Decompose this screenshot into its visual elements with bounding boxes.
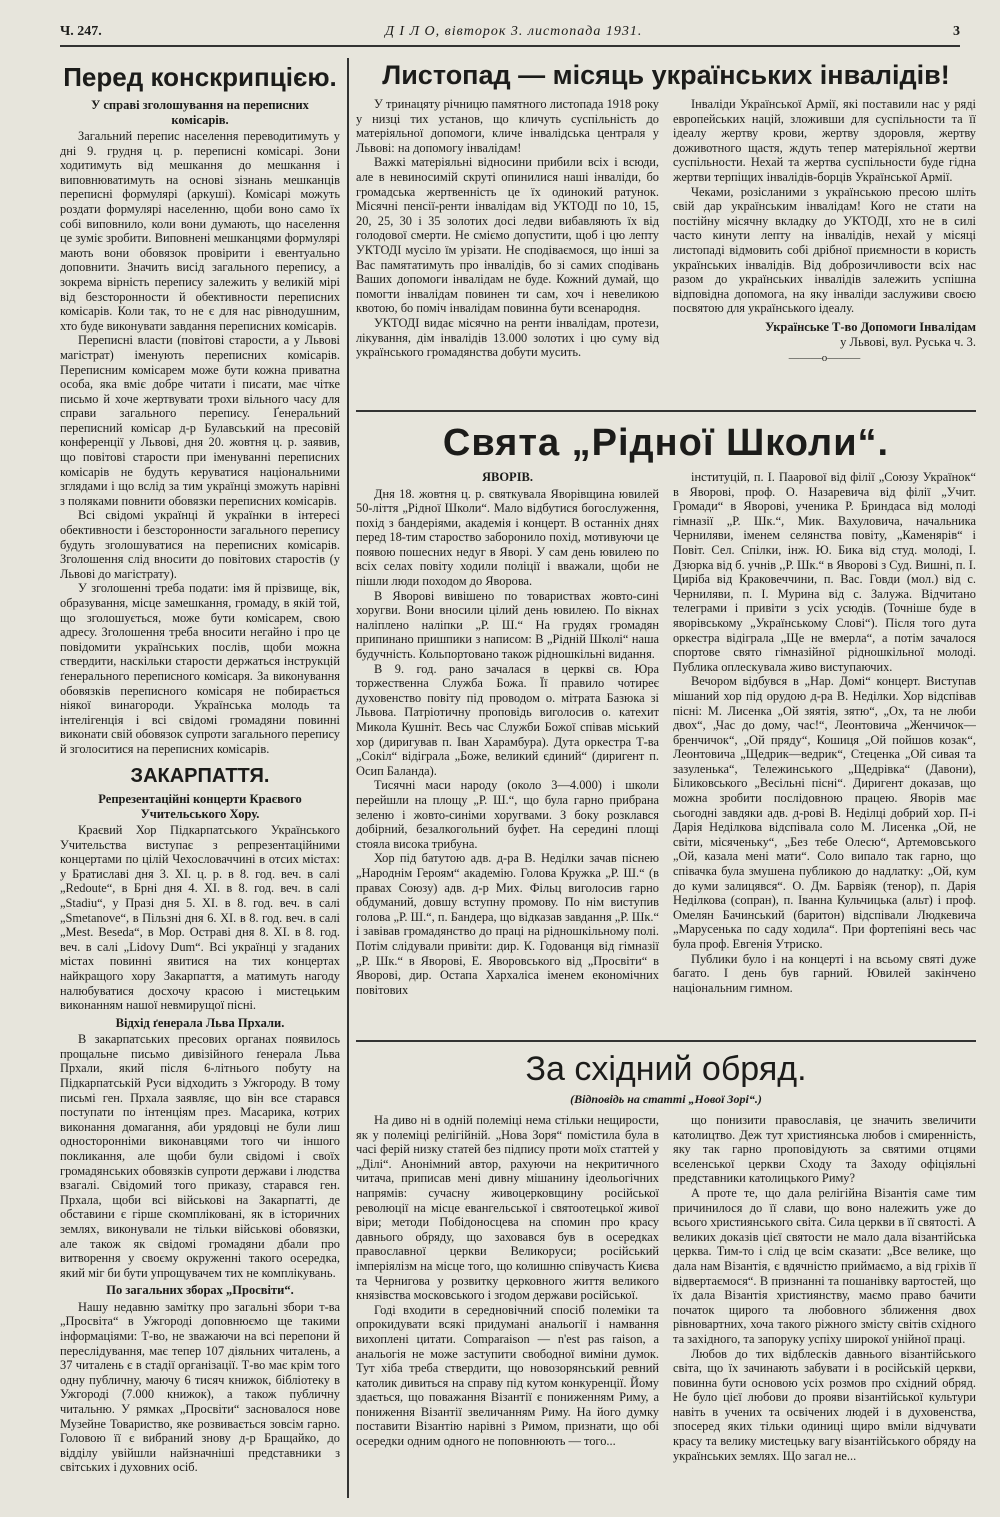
article-subtitle: Репрезентаційні концерти Краєвого Учительського Хору. <box>98 792 302 821</box>
page-number: 3 <box>953 24 960 39</box>
article-subtitle: ЯВОРІВ. <box>481 470 534 484</box>
paragraph: У тринацяту річницю памятного листопада 1918 року у низці тих установ, що кличуть суспільність до матеріяльної допомоги, кличе інвалідська централя у Львові: на допомогу інвалідам! <box>356 97 659 155</box>
article-listopad <box>356 58 976 408</box>
article-title: За східний обряд. <box>525 1050 807 1088</box>
paragraph: Хор під батутою адв. д-ра В. Неділки зачав піснею „Народнім Героям“ академію. Голова Кружка „Р. Ш.“ (в правах Союзу) адв. д-р Мих. Фільц виголосив гарно обдуманий, довшу вступну промову. По нім виступив голова „Р. Ш.“, п. Бандера, що відказав завдання „Р. Шк.“ і завівав громадянство до праці на рідношкільному полі. Потім слідували привіти: дир. К. Годованця від гімназії „Р. Шк.“ в Яворові, Е. Яворовського від „Просвіти“ в Яворові, дир. Остапа Хархаліса іменем економічних повітових <box>356 851 659 997</box>
paragraph: Чеками, розісланими з українською пресою шліть свій дар українським інвалідам! Кого не стати на постійну місячну вкладку до УКТОДІ, хто не в силі часто кинути лепту на інвалідів, нехай у місяці листопаді відмовить собі дрібної приємности в користь українських інвалідів. Від доброзичливости всіх нас разом до українських інвалідів залежить успішна відповідна допомога, на яку інваліди заслуживи своєю посвятою для українського ідеалу. <box>673 184 976 316</box>
article-body-col1 <box>356 97 659 366</box>
article-subtitle: У справі зголошування на переписних комісарів. <box>91 98 309 127</box>
paragraph: Інваліди Української Армії, які поставили нас у ряді европейських націй, зложивши для суспільности та її ідеалу жертву крови, жертву здоровля, жертву доживотного щастя, ждуть тепер матеріяльної жертви суспільности. Нехай та жертва суспільности буде гідна жертви терпіщих інвалідів-борців Української Армії. <box>673 97 976 184</box>
article-subtitle: (Відповідь на статті „Нової Зорі“.) <box>570 1092 762 1106</box>
paragraph: Нашу недавню замітку про загальні збори т-ва „Просвіта“ в Ужгороді доповнюємо ще такими інформаціями: Т-во, не зважаючи на всі перепони й переслідування, має тепер 107 діяльних читалень, а 37 читалень є в стадії організації. Т-во має крім того одну публичну, маючу 6 тисяч книжок, бібліотеку в Ужгороді (7.000 книжок), а також публичну читальню. У рямках „Просвіти“ засновалося нове Музейне Товариство, яке розвивається зовсім гарно. Головою її є вибраний знову д-р Бращайко, до відділу увійшли найзначніші представники з світських і духовних осіб. <box>60 1299 340 1475</box>
paragraph: У зголошенні треба подати: імя й прізвище, вік, образування, місце замешкання, громаду, в якій той, що зголошується, може бути комісарем, свою адресу. Зголошення треба вносити негайно і про це повідомити українських послів, щоби можна ствердити, наскільки старости держаться інструкцій ґенерального переписного комісаря. За виконування обовязків переписного комісаря не побирається ніякої винагороди. Українська молодь та інтелігенція і всі свідомі громадяни повинні виконати свій обовязок супроти загального перепису й зголоситися на переписних комісарів. <box>60 581 340 756</box>
paragraph: Всі свідомі українці й українки в інтересі обективности і безсторонности загального перепису будуть зголошуватися на переписних комісарів. Зголошення слід вносити до повітових старостів (у Львові до магістрату). <box>60 508 340 581</box>
paragraph: Тисячні маси народу (около 3—4.000) і школи перейшли на площу „Р. Ш.“, що була гарно прибрана зеленю і жовто-синіми хоругвами. З боку розклався добірний, безалкогольний буфет. На середині площі стояла висока трибуна. <box>356 778 659 851</box>
paragraph: Переписні власти (повітові старости, а у Львові магістрат) іменують переписних комісарів. Переписним комісарем може бути кожна приватна особа, яка вміє добре читати і писати, має чітке письмо й хоче жертвувати трохи вільного часу для справи загального перепису. Ґенеральний переписний комісар д-р Булавський на пресовій конференції у Львові, дня 20. жовтня ц. р. заявив, що повітові старости при іменуванні переписних комісарів не будуть керуватися національними зглядами і що вслід за тим українці зможуть нарівні з поляками повнити обовязки переписних комісарів. <box>60 333 340 508</box>
header-rule <box>60 45 960 47</box>
article-subtitle: Відхід ґенерала Льва Прхали. <box>115 1015 285 1030</box>
article-subtitle: По загальних зборах „Просвіти“. <box>106 1283 294 1298</box>
issue-number: Ч. 247. <box>60 24 102 39</box>
signature: Українське Т-во Допомоги Інвалідам <box>765 319 976 334</box>
article-konskryptsiya <box>60 58 340 758</box>
article-body-col2 <box>673 470 976 997</box>
article-title: Перед конскрипцією. <box>63 62 337 92</box>
masthead-date: Д І Л О, вівторок 3. листопада 1931. <box>385 24 643 39</box>
paragraph: В 9. год. рано зачалася в церкві св. Юра торжественна Служба Божа. Її правило чотиреє духовенство повіту під проводом о. мітрата Базюка зі Львова. Патріотичну проповідь виголосив о. катехит Микола Кушніт. Весь час Служби Божої співав міський хор (диригував п. Іван Харамбура). Дута оркестра Т-ва „Сокіл“ відіграла „Боже, великий єдиний“ (диригент п. Осип Баланда). <box>356 661 659 778</box>
page-header <box>60 24 960 42</box>
section-divider <box>356 1040 976 1042</box>
signature-address: у Львові, вул. Руська ч. 3. <box>840 334 976 349</box>
paragraph: Публики було і на концерті і на всьому святі дуже багато. І день був гарний. Ювилей закінчено національним гимном. <box>673 951 976 995</box>
article-body-col1 <box>356 470 659 997</box>
article-body <box>60 129 340 757</box>
paragraph: Любов до тих відблесків давнього візантійського світа, що їх зачинають забувати і в російській церкви, повинна бути основою усіх розмов про східний обряд. Не було цієї любови до прояви візантійської культури навіть в учених та освічених людей і в духовенства, зпосеред яких тільки одиниці щиро вміли відчувати красу та велику мистецьку вагу візантійського обряду на українських землях. Що загал не... <box>673 1346 976 1463</box>
paragraph: Дня 18. жовтня ц. р. святкувала Яворівщина ювилей 50-ліття „Рідної Школи“. Мало відбутися богослуження, похід з бандеріями, академія і концерт. В останніх днях перед 18-тим староство заборонило похід, мотивуючи це появою пошесних недуг в Яворі. У сам день ювилею по всіх селах повіту ходили поліції і вважали, щоби не пішли люди походом до Яворова. <box>356 486 659 589</box>
paragraph: Важкі матеріяльні відносини прибили всіх і всюди, але в невиносимій скруті опинилися наші інваліди, бо громадська жертвенність це їх одинокий ратунок. Місячні пенсії-ренти інвалідам від УКТОДІ по 10, 15, 20, 25, 30 і 35 золотих досі ледви вибавляють їх від голодової смерти. Не сміємо допустити, щоб і цю лепту УКТОДІ мусіло їм урізати. Не сподіваємося, що інші за Вас памятатимуть про інвалідів, бо зі самих сподівань Ваших допомоги інвалідам не буде. Кожний думай, що помогти інвалідам повинен ти сам, хоч і невеликою квотою, бо поміч інвалідам повинна бути всенародня. <box>356 155 659 316</box>
paragraph: В закарпатських пресових органах появилось прощальне письмо дивізійного ґенерала Льва Прхали, який після 6-літнього побуту на Підкарпатській Руси відходить з Ужгороду. В тому письмі ген. Прхала заявляє, що він все старався поступати по інтенціям през. Масарика, котрих виконання домагання, аби урядовці не були лиш односторонніми виконавцями того чи іншого покликання, але щоби були свідомі і своїх громадянських обовязків супроти держави і людства взагалі. Свідомий того приказу, старався ген. Прхала, щоби всі військові на Закарпатті, де обставини є гірше скомпліковані, як в історичних землях, виконували не тільки військові обовязки, але також як свідомі громадяни дбали про витворення у своєму окруженні такого осередка, який міг би бути упрощувачем тих не комплікувань. <box>60 1032 340 1280</box>
column-divider <box>347 58 349 1498</box>
article-title: Листопад — місяць українських інвалідів! <box>382 60 950 90</box>
section-divider <box>356 410 976 412</box>
paragraph: На диво ні в одній полеміці нема стільки нещирости, як у полеміці релігійній. „Нова Зоря“ помістила була в часі ферій низку статей без підпису проти моїх статтей у „Ділі“. Анонімний автор, рахуючи на некритичного читача, приписав мені дивну мішанину ідеольогічних напрямів: сучасну живоцерковщину російської революції на місце евангельської і святоотецької живої віри; методи Побідоносцева на спомин про красу давнього обряду, що заховався був в осередках православної церкви Великоруси; російський імперіялізм на місце того, що колишню співучасть Києва та Чернигова у розвитку церковного життя великого князівства московського і згодом держави російської. <box>356 1113 659 1303</box>
paragraph: що понизити православія, це значить звеличити католицтво. Деж тут християнська любов і смиренність, яку так гарно проповідують за святими отцями вселенської церкви Сходу та Заходу офіціяльні представники католицького Риму? <box>673 1113 976 1186</box>
paragraph: Годі входити в середновічний спосіб полеміки та опрокидувати всякі придумані анальогії і намвання вихоплені цитати. Comparaison — n'est pas raison, а анальогія не може заступити свободної виміни думок. Тут хіба треба ствердити, що новозорянський ревний католик дивиться на справу під кутом конкуренції. Йому здається, що поважання Візантії є пониженням Риму, а пониження Візантії звеличанням Риму. На його думку поставити Візантію нарівні з Римом, признати, що обі осередки одним одного не поповнюють — того... <box>356 1302 659 1449</box>
paragraph: інституцій, п. І. Паарової від філії „Союзу Українок“ в Яворові, проф. О. Назаревича від філії „Учит. Громади“ в Яворові, ученика Р. Бриндаса від молоді гімназії „Р. Шк.“, Мик. Вахуловича, начальника Черниляви, іменем селянства повіту, „Каменярів“ і Повіт. Сел. Спілки, інж. Ю. Бика від студ. молоді, І. Дзюрка від б. учнів ,,Р. Шк.“ в Яворові з Суд. Вишні, п. І. Циріба від Краковеччини, п. Вас. Говди (мол.) від с. Черниляви, п. І. Мурина від с. Залужа. Відчитано телеграми і привіти з усіх усюдів. (Точніше буде в яворівському „Українському Слові“). Після того дута оркестра відіграла „Ще не вмерла“, а потім зачалося спортове свято гімназійної рідношкільної молоді. Публика оплескувала живо виступаючих. <box>673 470 976 674</box>
article-svyata <box>356 416 976 1036</box>
article-body-col2 <box>673 1113 976 1463</box>
paragraph: УКТОДІ видає місячно на ренти інвалідам, протези, лікування, дім інвалідів 13.000 золотих і цю суму від українського громадянства добути мусить. <box>356 315 659 360</box>
paragraph: Загальний перепис населення переводитимуть у дні 9. грудня ц. р. переписні комісарі. Зони ходитимуть від мешкання до мешкання і виповнюватимуть на основі зізнань мешканців переписні формулярі (аркуші). Комісарі можуть роздати формулярі населенню, щоби воно само їх собі виповнило, коли вони думають, що населення це зуміє зробити. Виповнені мешканцями формулярі мають вони обовязок провірити і евентуально доповнити. Значить висід загального перепису, а зокрема вірність перепису залежить у великій мірі від безсторонности й обективности переписних комісарів. Коли так, то не є для нас рівнодушним, хто буде виконувати завдання переписних комісарів. <box>60 129 340 333</box>
ornament: ———o——— <box>788 352 861 365</box>
article-body-col1 <box>356 1113 659 1463</box>
article-body-col2 <box>673 97 976 366</box>
section-title: ЗАКАРПАТТЯ. <box>130 765 270 787</box>
article-zakarpattya <box>60 762 340 1504</box>
paragraph: В Яворові вивішено по товариствах жовто-сині хоругви. Вони вносили цілий день ювилею. По вікнах наліплено наліпки „Р. Ш.“ На грудях громадян припинано пришпики з написом: В „Рідній Школі“ наша будучність. Кольпортовано також рідношкільні видання. <box>356 588 659 662</box>
paragraph: Вечором відбувся в „Нар. Домі“ концерт. Виступав мішаний хор під орудою д-ра В. Неділки. Хор відспівав пісні: М. Лисенка „Ой зяятія, зятю“, „Ох, та не люби двох“, „Час до домy, час!“, Леонтовича „Женчичок—бренчичок“, „Ой пряду“, Кошиця „Ой пойшов козак“, Леонтовича „Щедрик—ведрик“, Стеценка „Ой сивая та зазуленька“, Тележинського „Щедрівка“ (Давони), Біликовського „Весільні пісні“. Диригент доказав, що можна зробити послідовною працею. Яворів має сьогодні завдяки адв. д-рові В. Неділці добрий хор. П-і Дарія Неділкова відспівала соло М. Лисенка „Ой, не світи, місяченьку“, „Без тебе Олесю“, Артемовського „Ой, казала мені мати“. Соло випало так гарно, що співачка була змушена публикою до надлатку: „Ой, кум до куми залицявся“. О. Дм. Барвіяк (тенор), п. Дарія Неділкова (сопран), п. Іванна Кульчицька (альт) і проф. Омелян Бачинський (баритон) відспівали Людкевича „Марусенька по саду ходила“. При фортепіяні весь час була проф. Евгенія Утриско. <box>673 674 976 951</box>
article-title: Свята „Рідної Школи“. <box>442 422 890 464</box>
paragraph: А проте те, що дала релігійна Візантія саме тим причинилося до її слави, що воно належить уже до всього християнського світа. Сила церкви в її святості. А великих доказів цієї святости не мало дала візантійська церква. Тим-то і слід це всім сказати: „Все велике, що дала нам Візантія, є вдячністю приймаємо, а від гріхів її відвертаємося“. В признанні та пошанівку вартостей, що їх дала Візантія християнству, маємо право бачити початок щирого та любовного зближення двох рівновартних, хоча такого ріжного змісту світів східного та західного, та запоруку успіху широкої унійної праці. <box>673 1185 976 1346</box>
paragraph: Краєвий Хор Підкарпатського Українського Учительства виступає з репрезентаційними концертами по цілій Чехословаччині в отсих містах: у Братиславі дня 3. ХІ. ц. р. в 8. год. веч. в салі „Redoute“, в Брні дня 4. ХІ. в 8. год. веч. в салі „Stadiu“, у Празі дня 5. ХІ. в 8. год. веч. в салі „Smetanove“, в Пільзні дня 6. ХІ. в 8. год. веч. в салі „Mest. Beseda“, в Мор. Остраві дня 8. ХІ. в 8. год. веч. в салі „Lidovy Dum“. Всі українці у згаданих містах повинні явитися на тих концертах найкращого хору Закарпаття, а матимуть нагоду налюбуватися досхочу красою і мистецьким виконанням нашої невмирущої пісні. <box>60 823 340 1013</box>
article-obryad <box>356 1046 976 1504</box>
